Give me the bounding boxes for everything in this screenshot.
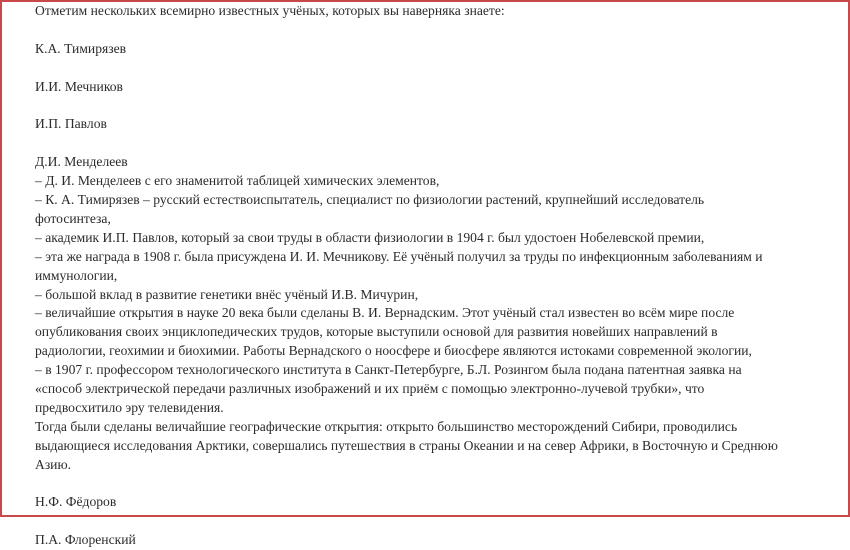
spacer <box>35 59 825 78</box>
body-line: Азию. <box>35 456 72 472</box>
body-line: предвосхитило эру телевидения. <box>35 399 224 415</box>
scientist-name-fedorov: Н.Ф. Фёдоров <box>35 494 117 510</box>
scientist-name-mechnikov: И.И. Мечников <box>35 78 123 94</box>
spacer <box>35 97 825 116</box>
body-text <box>35 172 825 475</box>
body-line: Тогда были сделаны величайшие географические открытия: открыто большинство месторождений Сибири, проводились <box>35 418 738 434</box>
scientist-name-florensky: П.А. Флоренский <box>35 532 136 548</box>
scientist-name-pavlov: И.П. Павлов <box>35 116 107 132</box>
body-line: фотосинтеза, <box>35 210 111 226</box>
body-line: – академик И.П. Павлов, который за свои труды в области физиологии в 1904 г. был удостоен Нобелевской премии, <box>35 229 705 245</box>
scientist-name-mendeleev: Д.И. Менделеев <box>35 154 128 170</box>
body-line: опубликования своих энциклопедических трудов, которые выступили основой для развития новейших направлений в <box>35 324 718 340</box>
spacer <box>35 512 825 531</box>
document-content <box>35 2 825 550</box>
intro-paragraph: Отметим нескольких всемирно известных учёных, которых вы наверняка знаете: <box>35 3 505 18</box>
body-line: – эта же награда в 1908 г. была присуждена И. И. Мечникову. Её учёный получил за труды по инфекционным заболеваниям и <box>35 248 763 264</box>
body-line: – К. А. Тимирязев – русский естествоиспытатель, специалист по физиологии растений, крупнейший исследователь <box>35 192 705 207</box>
body-line: – величайшие открытия в науке 20 века были сделаны В. И. Вернадским. Этот учёный стал известен во всём мире после <box>35 305 735 321</box>
spacer <box>35 21 825 40</box>
body-line: радиологии, геохимии и биохимии. Работы Вернадского о ноосфере и биосфере являются истоками современной экологии, <box>35 343 752 359</box>
body-line: выдающиеся исследования Арктики, совершались путешествия в страны Океании и на север Африки, в Восточную и Среднюю <box>35 437 778 453</box>
scientist-name-timiryazev: К.А. Тимирязев <box>35 40 127 56</box>
spacer <box>35 475 825 494</box>
body-line: – большой вклад в развитие генетики внёс учёный И.В. Мичурин, <box>35 286 419 302</box>
body-line: – в 1907 г. профессором технологического института в Санкт-Петербурге, Б.Л. Розингом была подана патентная заявка на <box>35 362 742 378</box>
body-line: «способ электрической передачи различных изображений и их приём с помощью электронно-лучевой трубки», что <box>35 381 705 397</box>
body-line: – Д. И. Менделеев с его знаменитой таблицей химических элементов, <box>35 173 440 189</box>
body-line: иммунологии, <box>35 267 118 283</box>
spacer <box>35 134 825 153</box>
